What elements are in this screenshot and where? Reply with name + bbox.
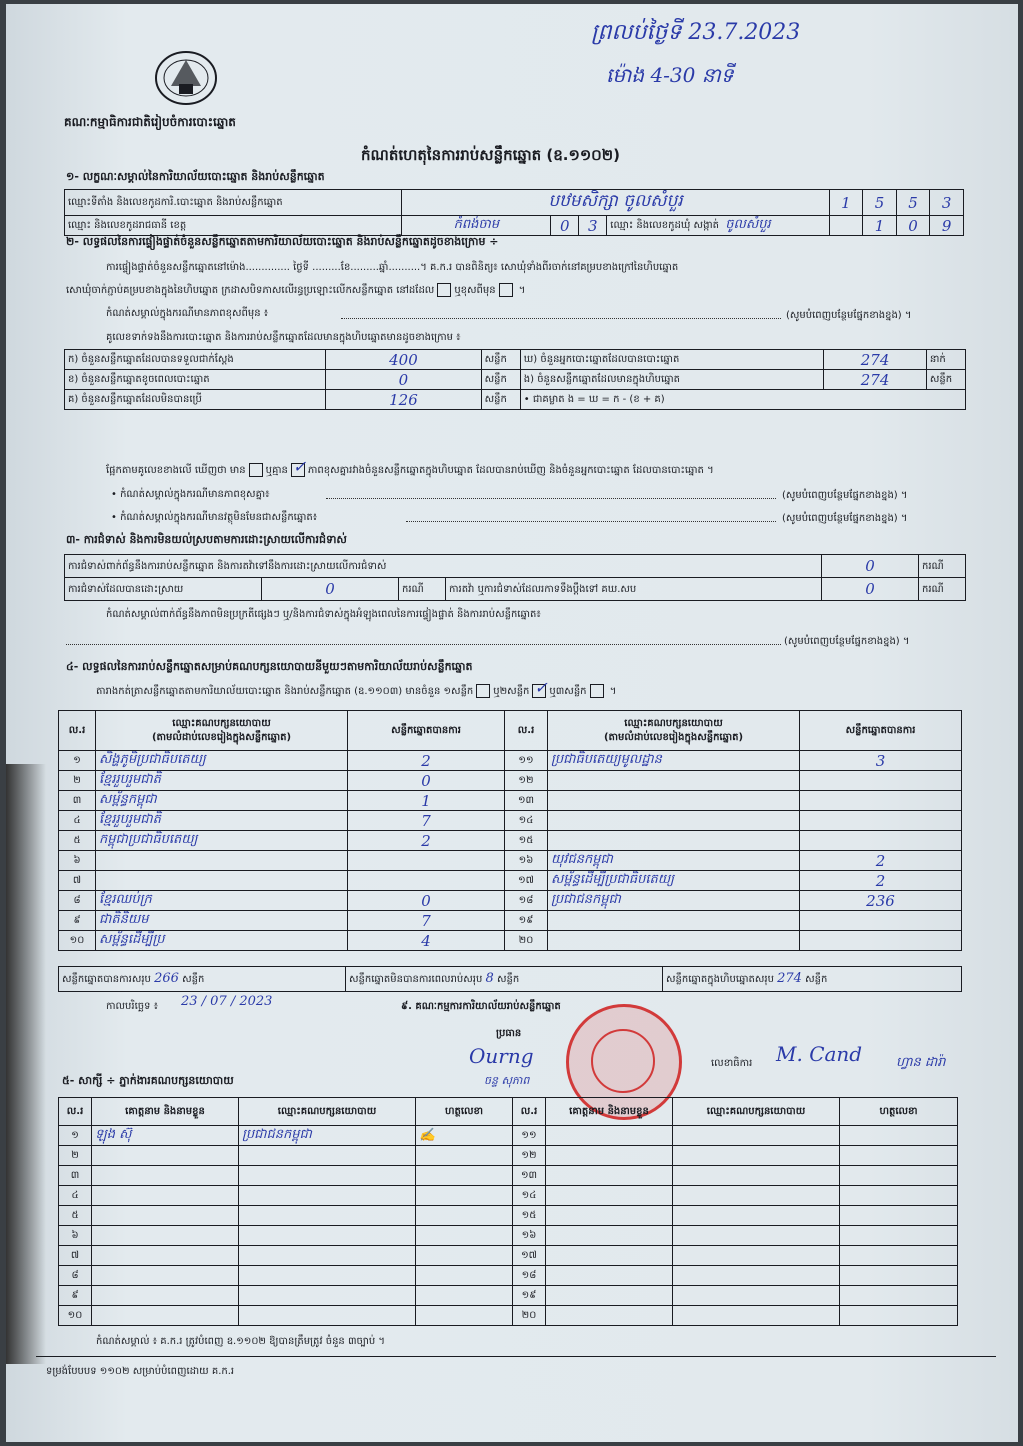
row-number: ២ (59, 771, 96, 791)
commune-label: ឈ្មោះ និងលេខកូដឃុំ សង្កាត់ (610, 220, 719, 231)
table-row (59, 811, 962, 831)
difference-note-line (326, 498, 776, 499)
chair-signature: Ourng (469, 1044, 534, 1068)
section4-heading: ៤- លទ្ធផលនៃការរាប់សន្លឹកឆ្នោតសម្រាប់គណបក្សនយោបាយនីមួយៗតាមការិយាល័យរាប់សន្លឹកឆ្នោត (66, 660, 473, 673)
row-number: ១៥ (513, 1206, 546, 1226)
secretary-name: ហ្វាន ដារ៉ា (896, 1055, 946, 1070)
party-name (96, 851, 348, 871)
table-row (59, 1266, 958, 1286)
row-number: ៤ (59, 811, 96, 831)
change-note-label: កំណត់សម្គាល់ក្នុងករណីមានភាពខុសពីមុន ៖ (106, 308, 269, 319)
changed-checkbox[interactable] (499, 283, 513, 297)
witness-party (673, 1206, 840, 1226)
party-name (548, 831, 800, 851)
witness-name (546, 1246, 673, 1266)
party-name (548, 931, 800, 951)
witness-name (92, 1246, 239, 1266)
row-number: ៩ (59, 911, 96, 931)
party-votes (800, 931, 962, 951)
nonballot-note-label: • កំណត់សម្គាល់ក្នុងករណីមានវត្ថុមិនមែនជាសន្លឹកឆ្នោត៖ (111, 512, 318, 523)
party-name (548, 911, 800, 931)
row-number: ៥ (59, 1206, 92, 1226)
party-votes: 7 (348, 811, 505, 831)
witness-signature (416, 1166, 513, 1186)
witness-party: ប្រជាជនកម្ពុជា (239, 1126, 416, 1146)
table-row (59, 891, 962, 911)
objections-table (64, 554, 966, 601)
check-mark-icon: ✓ (292, 457, 307, 476)
col-party: ឈ្មោះគណបក្សនយោបាយ (172, 717, 271, 729)
row-label: ឃ) ចំនួនអ្នកបោះឆ្នោតដែលបានបោះឆ្នោត (520, 350, 824, 370)
two-sheets-checkbox[interactable] (532, 678, 548, 698)
party-votes: 0 (348, 771, 505, 791)
party-name: សម្ព័ន្ធដើម្បីប្រជាធិបតេយ្យ (548, 871, 800, 891)
witness-party (673, 1166, 840, 1186)
location-code-digit: 5 (896, 190, 930, 216)
date-label: កាលបរិច្ឆេទ ៖ (106, 1001, 159, 1012)
resolved-label: ការជំទាស់ដែលបានដោះស្រាយ (65, 578, 262, 601)
table-row (59, 1166, 958, 1186)
objections-value: 0 (822, 555, 919, 578)
party-name: ខ្មែររួបរួមជាតិ (96, 811, 348, 831)
witness-party (239, 1286, 416, 1306)
resolved-value: 0 (262, 578, 399, 601)
secretary-label: លេខាធិការ (711, 1058, 753, 1069)
footer-divider (36, 1356, 996, 1357)
witness-name (92, 1206, 239, 1226)
section5-heading: ៥- សាក្សី ÷ ភ្នាក់ងារគណបក្សនយោបាយ (62, 1074, 234, 1087)
party-votes: 2 (348, 751, 505, 771)
difference-line: ផ្អែកតាមគូលេខខាងលើ ឃើញថា មាន ឬគ្មាន ✓ ភាពខុសគ្នារវាងចំនួនសន្លឹកឆ្នោតក្នុងហិបឆ្នោត ដែលបានរាប់ឃើញ និងចំនួនអ្នកបោះឆ្នោត ដែលបានបោះឆ្នោត ។ (106, 457, 714, 476)
witness-party (239, 1226, 416, 1246)
row-number: ៣ (59, 1166, 92, 1186)
witness-signature (840, 1226, 958, 1246)
location-code-digit: 5 (863, 190, 897, 216)
location-code-digit: 1 (829, 190, 863, 216)
row-value: 0 (326, 370, 481, 390)
row-unit: សន្លឹក (481, 390, 520, 410)
witness-name (92, 1286, 239, 1306)
witness-signature (416, 1306, 513, 1326)
witness-name (546, 1126, 673, 1146)
witness-party (239, 1166, 416, 1186)
witness-name (92, 1306, 239, 1326)
case-unit: ករណី (919, 555, 966, 578)
row-number: ១៧ (505, 871, 548, 891)
witness-party (239, 1246, 416, 1266)
table-row (59, 791, 962, 811)
witness-party (673, 1306, 840, 1326)
table-row (59, 1126, 958, 1146)
row-formula: • ជាគម្លាត ង = ឃ = ក - (ខ + គ) (520, 390, 965, 410)
col-party: ឈ្មោះគណបក្សនយោបាយ (239, 1098, 416, 1126)
section1-heading: ១- លក្ខណៈសម្គាល់នៃការិយាល័យបោះឆ្នោត និងរាប់សន្លឹកឆ្នោត (66, 170, 325, 183)
witness-party (239, 1306, 416, 1326)
row-number: ៥ (59, 831, 96, 851)
row-number: ១៩ (513, 1286, 546, 1306)
witness-signature (840, 1306, 958, 1326)
row-number: ១១ (513, 1126, 546, 1146)
witness-signature (840, 1286, 958, 1306)
party-name: យុវជនកម្ពុជា (548, 851, 800, 871)
numbers-intro: គូលេខទាក់ទងនឹងការបោះឆ្នោត និងការរាប់សន្លឹកឆ្នោតដែលមានក្នុងហិបឆ្នោតមានដូចខាងក្រោម ៖ (106, 332, 461, 343)
no-difference-checkbox[interactable] (291, 457, 307, 477)
row-number: ២០ (505, 931, 548, 951)
party-votes: 236 (800, 891, 962, 911)
objections-label: ការជំទាស់ពាក់ព័ន្ធនឹងការរាប់សន្លឹកឆ្នោត និងការតវ៉ាទៅនឹងការដោះស្រាយលើការជំទាស់ (65, 555, 822, 578)
witness-signature: ✍ (416, 1126, 513, 1146)
row-number: ១០ (59, 931, 96, 951)
row-number: ៧ (59, 871, 96, 891)
witness-note: កំណត់សម្គាល់ ៖ គ.ក.រ ត្រូវបំពេញ ឧ.១១០២ ឱ្យបានត្រឹមត្រូវ ចំនួន ៣ច្បាប់ ។ (96, 1336, 385, 1347)
table-row (59, 771, 962, 791)
party-votes: 4 (348, 931, 505, 951)
witness-party (673, 1286, 840, 1306)
col-votes: សន្លឹកឆ្នោតបានការ (348, 711, 505, 751)
case-unit: ករណី (399, 578, 446, 601)
row-number: ១៥ (505, 831, 548, 851)
row-value: 126 (326, 390, 481, 410)
row-unit: សន្លឹក (481, 370, 520, 390)
party-votes (800, 811, 962, 831)
party-votes (800, 771, 962, 791)
witness-party (673, 1246, 840, 1266)
witness-signature (416, 1226, 513, 1246)
commune-code-digit: 0 (896, 216, 930, 236)
row-number: ១ (59, 751, 96, 771)
table-row (59, 1286, 958, 1306)
fill-note: (សូមបំពេញបន្ថែមផ្នែកខាងខ្នង) ។ (784, 636, 910, 647)
row-number: ១៣ (513, 1166, 546, 1186)
table-row (59, 1206, 958, 1226)
party-votes: 3 (800, 751, 962, 771)
party-name: សម្ព័ន្ធដើម្បីប្រ (96, 931, 348, 951)
witness-signature (416, 1266, 513, 1286)
table-row (59, 1146, 958, 1166)
table-row (59, 831, 962, 851)
fill-note: (សូមបំពេញបន្ថែមផ្នែកខាងខ្នង) ។ (782, 513, 908, 524)
party-name: កម្ពុជាប្រជាធិបតេយ្យ (96, 831, 348, 851)
witness-party (673, 1126, 840, 1146)
witness-name (546, 1306, 673, 1326)
row-number: ១៤ (505, 811, 548, 831)
page-title: កំណត់ហេតុនៃការរាប់សន្លឹកឆ្នោត (ឧ.១១០២) (361, 146, 621, 164)
witness-name (92, 1266, 239, 1286)
witness-name (546, 1206, 673, 1226)
commune-code-digit: 9 (930, 216, 964, 236)
row-number: ៤ (59, 1186, 92, 1206)
party-votes: 0 (348, 891, 505, 911)
party-votes: 2 (800, 851, 962, 871)
witness-name (546, 1266, 673, 1286)
fill-note: (សូមបំពេញបន្ថែមផ្នែកខាងខ្នង) ។ (782, 490, 908, 501)
difference-note-label: • កំណត់សម្គាល់ក្នុងករណីមានភាពខុសគ្នា៖ (111, 489, 270, 500)
witness-signature (416, 1186, 513, 1206)
fill-note: (សូមបំពេញបន្ថែមផ្នែកខាងខ្នង) ។ (786, 310, 912, 321)
row-number: ១៦ (505, 851, 548, 871)
witness-party (239, 1266, 416, 1286)
row-label: ង) ចំនួនសន្លឹកឆ្នោតដែលមានក្នុងហិបឆ្នោត (520, 370, 824, 390)
witness-signature (840, 1266, 958, 1286)
footer-text: ទម្រង់បែបបទ ១១០២ សម្រាប់បំពេញដោយ គ.ក.រ (46, 1366, 235, 1377)
witness-signature (416, 1206, 513, 1226)
party-name (548, 771, 800, 791)
party-name: សម្ព័ន្ធកម្ពុជា (96, 791, 348, 811)
date-value: 23 / 07 / 2023 (181, 994, 273, 1009)
row-number: ១៣ (505, 791, 548, 811)
row-number: ១៧ (513, 1246, 546, 1266)
case-unit: ករណី (919, 578, 966, 601)
witness-signature (840, 1186, 958, 1206)
row-number: ៦ (59, 1226, 92, 1246)
col-name: គោត្តនាម និងនាមខ្លួន (92, 1098, 239, 1126)
check-mark-icon: ✓ (534, 678, 548, 697)
province-label: ឈ្មោះ និងលេខកូដរាជធានី ខេត្ត (65, 216, 402, 236)
row-number: ១៩ (505, 911, 548, 931)
commune-code-digit: 1 (863, 216, 897, 236)
witness-signature (416, 1246, 513, 1266)
party-votes (348, 851, 505, 871)
party-results-table (58, 710, 962, 951)
change-note-line (341, 318, 781, 319)
commune-value: ចូលសំបួរ (725, 217, 771, 232)
row-number: ៦ (59, 851, 96, 871)
province-code-digit: 0 (551, 216, 579, 236)
witness-name (546, 1286, 673, 1306)
appeal-value: 0 (822, 578, 919, 601)
committee-label: ៩. គណៈកម្មការការិយាល័យរាប់សន្លឹកឆ្នោត (401, 1001, 561, 1012)
witness-name (546, 1186, 673, 1206)
row-number: ៩ (59, 1286, 92, 1306)
col-name: គោត្តនាម និងនាមខ្លួន (546, 1098, 673, 1126)
witness-name: ឡុង ស៊ុ (92, 1126, 239, 1146)
section1-table (64, 189, 964, 236)
verification-paragraph: ការផ្ទៀងផ្ទាត់ចំនួនសន្លឹកឆ្នោតនៅម៉ោង.............. ថ្ងៃទី .........ខែ.........ឆ្នាំ..........។ គ.ក.រ បានពិនិត្យ៖ សោឃុំទាំងពីរចាក់នៅគម្របខាងក្រៅនៃហិបឆ្នោត (106, 262, 679, 273)
table-row (59, 871, 962, 891)
totals-row (58, 966, 962, 992)
row-number: ៨ (59, 1266, 92, 1286)
row-number: ២០ (513, 1306, 546, 1326)
row-number: ១២ (513, 1146, 546, 1166)
col-no: ល.រ (59, 1098, 92, 1126)
annotation-date: ព្រលប់ថ្ងៃទី 23.7.2023 (591, 20, 801, 45)
row-number: ៨ (59, 891, 96, 911)
col-sign: ហត្ថលេខា (416, 1098, 513, 1126)
party-name: ប្រជាធិបតេយ្យមូលដ្ឋាន (548, 751, 800, 771)
total-ballots: សន្លឹកឆ្នោតក្នុងហិបឆ្នោតសរុប 274 សន្លឹក (663, 967, 962, 992)
witness-party (673, 1226, 840, 1246)
verification-paragraph-2: សោឃុំចាក់ភ្ជាប់គម្របខាងក្នុងនៃហិបឆ្នោត ក្រដាសបិទភាសលើរន្ធប្រឡោះលើកសន្លឹកឆ្នោត នៅដដែល ឬខុសពីមុន ។ (66, 285, 526, 296)
col-party: ឈ្មោះគណបក្សនយោបាយ (673, 1098, 840, 1126)
annotation-time: ម៉ោង 4-30 នាទី (606, 63, 734, 87)
col-votes: សន្លឹកឆ្នោតបានការ (800, 711, 962, 751)
witness-table (58, 1097, 958, 1326)
form-page (6, 4, 1018, 1442)
row-number: ១៦ (513, 1226, 546, 1246)
total-valid: សន្លឹកឆ្នោតបានការសរុប 266 សន្លឹក (59, 967, 346, 992)
table-row (59, 931, 962, 951)
party-name: ខ្មែរឈប់ក្រ (96, 891, 348, 911)
page-edge-shadow (6, 764, 46, 1364)
party-votes (800, 791, 962, 811)
party-name: សិង្ហភូមិប្រជាធិបតេយ្យ (96, 751, 348, 771)
party-votes: 7 (348, 911, 505, 931)
witness-signature (840, 1166, 958, 1186)
row-label: ខ) ចំនួនសន្លឹកឆ្នោតខូចពេលបោះឆ្នោត (65, 370, 326, 390)
witness-signature (416, 1146, 513, 1166)
unchanged-checkbox[interactable] (437, 283, 451, 297)
party-votes (800, 911, 962, 931)
location-code-digit: 3 (930, 190, 964, 216)
irregularities-note: កំណត់សម្គាល់ពាក់ព័ន្ធនឹងភាពមិនប្រក្រតីផ្សេងៗ ឬ/និងការជំទាស់ក្នុងអំឡុងពេលនៃការផ្ទៀងផ្ទាត់ និងការរាប់សន្លឹកឆ្នោត៖ (106, 609, 541, 620)
party-name: ប្រជាជនកម្ពុជា (548, 891, 800, 911)
witness-party (239, 1146, 416, 1166)
party-name: ជាតិនិយម (96, 911, 348, 931)
witness-signature (840, 1126, 958, 1146)
witness-name (546, 1226, 673, 1246)
one-sheet-checkbox[interactable] (476, 684, 490, 698)
chair-name: ចន្ទ សុភាព (484, 1074, 530, 1087)
table-row (59, 1226, 958, 1246)
witness-party (239, 1206, 416, 1226)
witness-party (239, 1186, 416, 1206)
appeal-label: ការតវ៉ា ឬការជំទាស់ដែលរកាទទឹងប្តឹងទៅ គឃ.សប (446, 578, 822, 601)
table-row (59, 851, 962, 871)
party-votes: 2 (800, 871, 962, 891)
col-no: ល.រ (505, 711, 548, 751)
witness-name (92, 1166, 239, 1186)
party-votes (800, 831, 962, 851)
party-votes (348, 871, 505, 891)
witness-signature (840, 1206, 958, 1226)
col-no: ល.រ (59, 711, 96, 751)
row-number: ១៨ (505, 891, 548, 911)
row-number: ៣ (59, 791, 96, 811)
party-votes: 2 (348, 831, 505, 851)
col-party-sub: (តាមលំដាប់លេខរៀងក្នុងសន្លឹកឆ្នោត) (151, 731, 292, 743)
row-label: គ) ចំនួនសន្លឹកឆ្នោតដែលមិនបានប្រើ (65, 390, 326, 410)
witness-name (92, 1226, 239, 1246)
row-unit: សន្លឹក (926, 370, 965, 390)
irregularities-line (66, 644, 781, 645)
witness-party (673, 1186, 840, 1206)
party-votes: 1 (348, 791, 505, 811)
witness-name (92, 1146, 239, 1166)
location-label: ឈ្មោះទីតាំង និងលេខកូដការិ.បោះឆ្នោត និងរាប់សន្លឹកឆ្នោត (65, 190, 402, 216)
table-row (59, 1306, 958, 1326)
three-sheets-checkbox[interactable] (590, 684, 604, 698)
row-number: ១៨ (513, 1266, 546, 1286)
row-value: 400 (326, 350, 481, 370)
row-value: 274 (824, 350, 927, 370)
row-number: ១ (59, 1126, 92, 1146)
col-sign: ហត្ថលេខា (840, 1098, 958, 1126)
province-value: កំពង់ចាម (402, 216, 551, 236)
nonballot-note-line (406, 521, 776, 522)
row-number: ១០ (59, 1306, 92, 1326)
sheets-line: តារាងកត់ត្រាសន្លឹកឆ្នោតតាមការិយាល័យបោះឆ្នោត និងរាប់សន្លឹកឆ្នោត (ឧ.១១០៣) មានចំនួន ១សន្លឹក ឬ២សន្លឹក ✓ ឬ៣សន្លឹក ។ (96, 678, 617, 697)
row-number: ១៤ (513, 1186, 546, 1206)
row-unit: នាក់ (926, 350, 965, 370)
party-name (548, 811, 800, 831)
row-label: ក) ចំនួនសន្លឹកឆ្នោតដែលបានទទួលជាក់ស្តែង (65, 350, 326, 370)
witness-signature (840, 1246, 958, 1266)
chair-label: ប្រធាន (496, 1028, 522, 1039)
witness-party (673, 1266, 840, 1286)
witness-party (673, 1146, 840, 1166)
nec-emblem-icon (151, 48, 221, 108)
row-value: 274 (824, 370, 927, 390)
party-name: ខ្មែររួបរួមជាតិ (96, 771, 348, 791)
table-row (59, 1186, 958, 1206)
section2-heading: ២- លទ្ធផលនៃការផ្ទៀងផ្ទាត់ចំនួនសន្លឹកឆ្នោតតាមការិយាល័យបោះឆ្នោត និងរាប់សន្លឹកឆ្នោតដូចខាងក្រោម ÷ (66, 235, 499, 248)
col-party-sub: (តាមលំដាប់លេខរៀងក្នុងសន្លឹកឆ្នោត) (603, 731, 744, 743)
witness-signature (416, 1286, 513, 1306)
party-name (96, 871, 348, 891)
witness-name (92, 1186, 239, 1206)
total-invalid: សន្លឹកឆ្នោតមិនបានការពេលរាប់សរុប 8 សន្លឹក (346, 967, 663, 992)
col-party: ឈ្មោះគណបក្សនយោបាយ (624, 717, 723, 729)
province-code-digit: 3 (579, 216, 607, 236)
row-unit: សន្លឹក (481, 350, 520, 370)
row-number: ១២ (505, 771, 548, 791)
col-no: ល.រ (513, 1098, 546, 1126)
secretary-signature: M. Cand (776, 1042, 863, 1066)
table-row (59, 911, 962, 931)
witness-signature (840, 1146, 958, 1166)
has-difference-checkbox[interactable] (249, 463, 263, 477)
witness-name (546, 1146, 673, 1166)
section3-heading: ៣- ការជំទាស់ និងការមិនយល់ស្របតាមការដោះស្រាយលើការជំទាស់ (66, 533, 347, 546)
table-row (59, 751, 962, 771)
row-number: ២ (59, 1146, 92, 1166)
table-row (59, 1246, 958, 1266)
row-number: ១១ (505, 751, 548, 771)
org-name: គណៈកម្មាធិការជាតិរៀបចំការបោះឆ្នោត (64, 115, 236, 129)
numbers-table (64, 349, 966, 410)
party-name (548, 791, 800, 811)
location-value: បឋមសិក្សា ចូលសំបួរ (402, 190, 829, 216)
row-number: ៧ (59, 1246, 92, 1266)
witness-name (546, 1166, 673, 1186)
